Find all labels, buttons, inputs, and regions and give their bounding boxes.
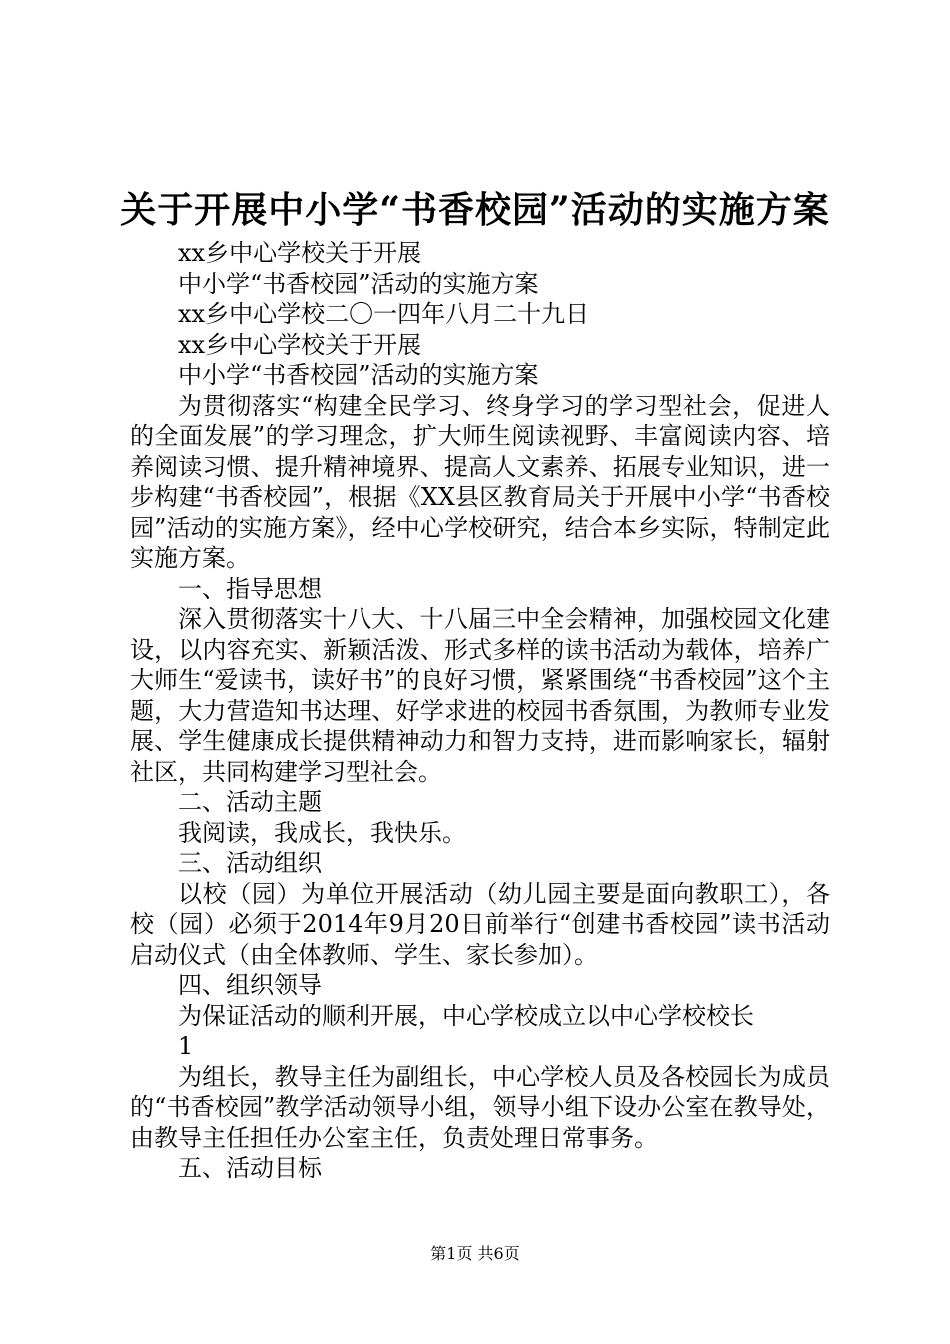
body-paragraph: 深入贯彻落实十八大、十八届三中全会精神，加强校园文化建设，以内容充实、新颖活泼、形式多样的读书活动为载体，培养广大师生“爱读书，读好书”的良好习惯，紧紧围绕“书香校园”这个主题，大力营造知书达理、好学求进的校园书香氛围，为教师专业发展、学生健康成长提供精神动力和智力支持，进而影响家长，辐射社区，共同构建学习型社会。 bbox=[130, 605, 830, 786]
section-heading: 五、活动目标 bbox=[178, 1154, 322, 1182]
section-heading: 三、活动组织 bbox=[178, 849, 322, 877]
page-number: 第1页 共6页 bbox=[430, 1244, 520, 1263]
header-line: 中小学“书香校园”活动的实施方案 bbox=[178, 361, 539, 389]
document-title: 关于开展中小学“书香校园”活动的实施方案 bbox=[120, 189, 830, 231]
intro-paragraph: 为贯彻落实“构建全民学习、终身学习的学习型社会，促进人的全面发展”的学习理念，扩大师生阅读视野、丰富阅读内容、培养阅读习惯、提升精神境界、提高人文素养、拓展专业知识，进一步构建“书香校园”，根据《XX县区教育局关于开展中小学“书香校园”活动的实施方案》，经中心学校研究，结合本乡实际，特制定此实施方案。 bbox=[130, 391, 830, 572]
stray-number: 1 bbox=[178, 1032, 194, 1060]
body-paragraph: 为组长，教导主任为副组长，中心学校人员及各校园长为成员的“书香校园”教学活动领导小组，领导小组下设办公室在教导处，由教导主任担任办公室主任，负责处理日常事务。 bbox=[130, 1062, 830, 1152]
section-heading: 二、活动主题 bbox=[178, 788, 322, 816]
header-line: 中小学“书香校园”活动的实施方案 bbox=[178, 269, 539, 298]
body-paragraph: 以校（园）为单位开展活动（幼儿园主要是面向教职工），各校（园）必须于2014年9月20日前举行“创建书香校园”读书活动启动仪式（由全体教师、学生、家长参加）。 bbox=[130, 879, 830, 969]
document-body bbox=[130, 238, 830, 1184]
date-line: xx乡中心学校二〇一四年八月二十九日 bbox=[178, 300, 590, 328]
header-line: xx乡中心学校关于开展 bbox=[178, 239, 422, 267]
body-paragraph: 我阅读，我成长，我快乐。 bbox=[178, 818, 466, 847]
section-heading: 四、组织领导 bbox=[178, 971, 322, 999]
section-heading: 一、指导思想 bbox=[178, 574, 322, 603]
header-line: xx乡中心学校关于开展 bbox=[178, 330, 422, 359]
body-paragraph: 为保证活动的顺利开展，中心学校成立以中心学校校长 bbox=[178, 1001, 754, 1030]
